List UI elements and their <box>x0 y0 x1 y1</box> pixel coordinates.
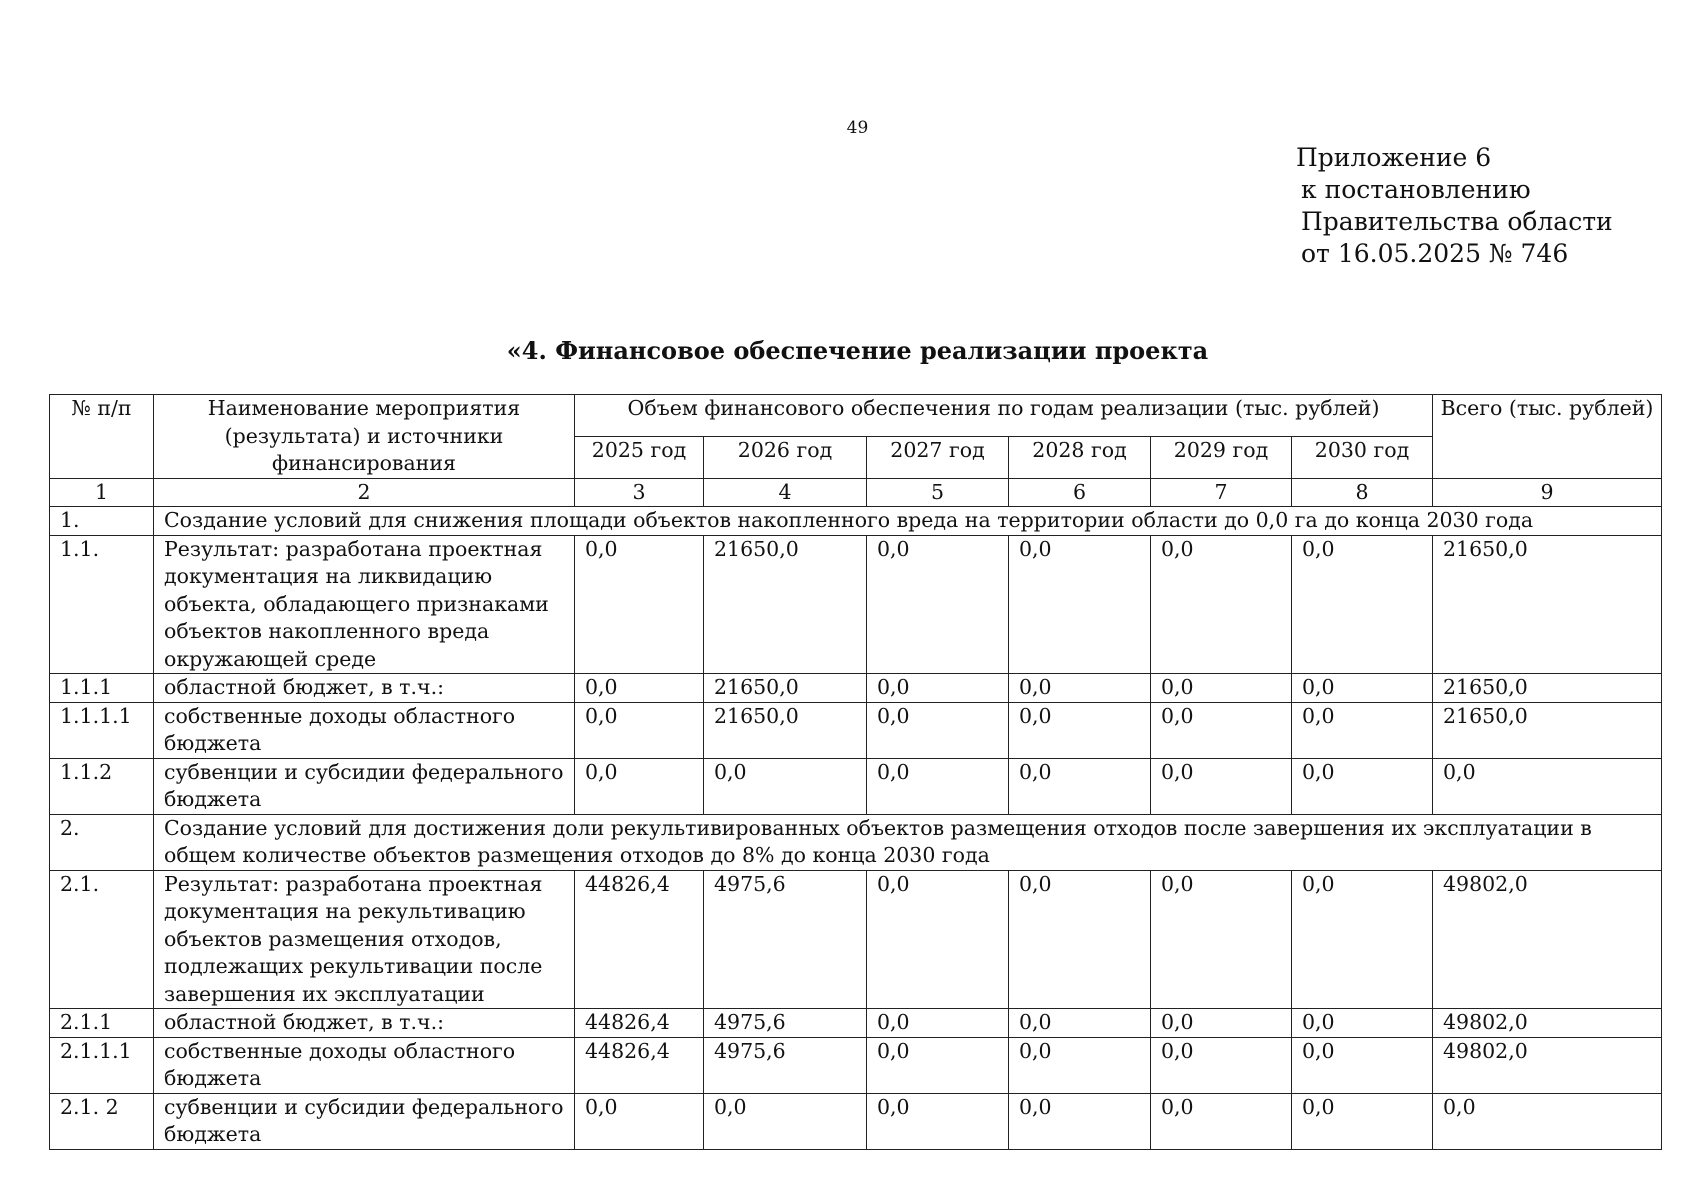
row-number: 2.1.1.1 <box>50 1037 154 1093</box>
column-number: 1 <box>50 478 154 507</box>
year-value: 0,0 <box>1009 870 1151 1009</box>
year-value: 0,0 <box>1151 1009 1292 1038</box>
year-value: 0,0 <box>1292 702 1433 758</box>
header-volume: Объем финансового обеспечения по годам реализации (тыс. рублей) <box>575 395 1433 437</box>
table-row <box>50 702 1662 758</box>
year-value: 0,0 <box>1151 758 1292 814</box>
year-value: 0,0 <box>575 702 704 758</box>
row-number: 2.1. <box>50 870 154 1009</box>
row-total: 21650,0 <box>1433 535 1662 674</box>
section-title: Создание условий для достижения доли рекультивированных объектов размещения отходов после завершения их эксплуатации в общем количестве объектов размещения отходов до 8% до конца 2030 года <box>154 814 1662 870</box>
year-value: 0,0 <box>1009 702 1151 758</box>
year-value: 0,0 <box>1009 1009 1151 1038</box>
row-total: 49802,0 <box>1433 1037 1662 1093</box>
year-value: 21650,0 <box>704 674 867 703</box>
year-value: 0,0 <box>1292 535 1433 674</box>
section-row <box>50 507 1662 536</box>
year-value: 0,0 <box>1009 1037 1151 1093</box>
appendix-line-3: Правительства области <box>1301 207 1613 236</box>
row-number: 1.1.1 <box>50 674 154 703</box>
column-number: 2 <box>154 478 575 507</box>
financing-table <box>49 394 1662 1150</box>
year-value: 0,0 <box>867 535 1009 674</box>
column-number: 4 <box>704 478 867 507</box>
year-value: 0,0 <box>704 1093 867 1149</box>
section-number: 2. <box>50 814 154 870</box>
year-value: 0,0 <box>1292 870 1433 1009</box>
row-number: 1.1.1.1 <box>50 702 154 758</box>
year-value: 0,0 <box>867 870 1009 1009</box>
year-value: 0,0 <box>1009 674 1151 703</box>
row-number: 1.1.2 <box>50 758 154 814</box>
row-number: 2.1. 2 <box>50 1093 154 1149</box>
year-value: 0,0 <box>575 758 704 814</box>
row-total: 21650,0 <box>1433 702 1662 758</box>
year-value: 0,0 <box>1009 535 1151 674</box>
year-value: 0,0 <box>1151 674 1292 703</box>
year-value: 44826,4 <box>575 1037 704 1093</box>
year-value: 0,0 <box>1292 674 1433 703</box>
year-value: 0,0 <box>1292 1037 1433 1093</box>
year-value: 0,0 <box>1292 1093 1433 1149</box>
table-row <box>50 535 1662 674</box>
column-number: 9 <box>1433 478 1662 507</box>
row-name: субвенции и субсидии федерального бюджета <box>154 1093 575 1149</box>
header-num: № п/п <box>50 395 154 479</box>
column-number: 7 <box>1151 478 1292 507</box>
appendix-line-1: Приложение 6 <box>1296 143 1492 172</box>
row-total: 21650,0 <box>1433 674 1662 703</box>
year-value: 21650,0 <box>704 535 867 674</box>
row-name: областной бюджет, в т.ч.: <box>154 674 575 703</box>
table-row <box>50 1037 1662 1093</box>
column-numbers-row <box>50 478 1662 507</box>
row-total: 0,0 <box>1433 758 1662 814</box>
column-number: 5 <box>867 478 1009 507</box>
header-year: 2028 год <box>1009 436 1151 478</box>
year-value: 4975,6 <box>704 1009 867 1038</box>
year-value: 0,0 <box>867 702 1009 758</box>
year-value: 0,0 <box>575 1093 704 1149</box>
row-number: 2.1.1 <box>50 1009 154 1038</box>
column-number: 6 <box>1009 478 1151 507</box>
row-number: 1.1. <box>50 535 154 674</box>
year-value: 0,0 <box>1009 1093 1151 1149</box>
year-value: 0,0 <box>867 1037 1009 1093</box>
table-row <box>50 758 1662 814</box>
year-value: 0,0 <box>1292 758 1433 814</box>
row-total: 49802,0 <box>1433 870 1662 1009</box>
year-value: 0,0 <box>704 758 867 814</box>
year-value: 0,0 <box>1292 1009 1433 1038</box>
row-total: 0,0 <box>1433 1093 1662 1149</box>
year-value: 0,0 <box>867 1009 1009 1038</box>
year-value: 0,0 <box>575 674 704 703</box>
appendix-block <box>1296 142 1613 270</box>
section-title: Создание условий для снижения площади объектов накопленного вреда на территории области до 0,0 га до конца 2030 года <box>154 507 1662 536</box>
year-value: 0,0 <box>867 758 1009 814</box>
row-name: собственные доходы областного бюджета <box>154 1037 575 1093</box>
row-total: 49802,0 <box>1433 1009 1662 1038</box>
year-value: 0,0 <box>1151 1037 1292 1093</box>
column-number: 8 <box>1292 478 1433 507</box>
page-number: 49 <box>846 118 869 138</box>
row-name: Результат: разработана проектная документация на рекультивацию объектов размещения отходов, подлежащих рекультивации после завершения их эксплуатации <box>154 870 575 1009</box>
year-value: 0,0 <box>1151 702 1292 758</box>
header-year: 2026 год <box>704 436 867 478</box>
year-value: 4975,6 <box>704 1037 867 1093</box>
year-value: 0,0 <box>1151 870 1292 1009</box>
year-value: 0,0 <box>575 535 704 674</box>
column-number: 3 <box>575 478 704 507</box>
year-value: 0,0 <box>867 1093 1009 1149</box>
year-value: 44826,4 <box>575 1009 704 1038</box>
appendix-line-4: от 16.05.2025 № 746 <box>1301 239 1569 268</box>
year-value: 4975,6 <box>704 870 867 1009</box>
year-value: 0,0 <box>1151 1093 1292 1149</box>
header-total: Всего (тыс. рублей) <box>1433 395 1662 479</box>
row-name: Результат: разработана проектная документация на ликвидацию объекта, обладающего признаками объектов накопленного вреда окружающей среде <box>154 535 575 674</box>
table-row <box>50 870 1662 1009</box>
header-year: 2030 год <box>1292 436 1433 478</box>
year-value: 0,0 <box>867 674 1009 703</box>
table-row <box>50 1009 1662 1038</box>
header-year: 2027 год <box>867 436 1009 478</box>
table-row <box>50 674 1662 703</box>
appendix-line-2: к постановлению <box>1301 175 1531 204</box>
section-number: 1. <box>50 507 154 536</box>
year-value: 21650,0 <box>704 702 867 758</box>
header-year: 2025 год <box>575 436 704 478</box>
table-row <box>50 1093 1662 1149</box>
header-name: Наименование мероприятия (результата) и источники финансирования <box>154 395 575 479</box>
table-header <box>50 395 1662 507</box>
row-name: областной бюджет, в т.ч.: <box>154 1009 575 1038</box>
document-title: «4. Финансовое обеспечение реализации проекта <box>506 336 1209 365</box>
section-row <box>50 814 1662 870</box>
header-year: 2029 год <box>1151 436 1292 478</box>
year-value: 44826,4 <box>575 870 704 1009</box>
table-body <box>50 507 1662 1150</box>
row-name: субвенции и субсидии федерального бюджета <box>154 758 575 814</box>
year-value: 0,0 <box>1009 758 1151 814</box>
year-value: 0,0 <box>1151 535 1292 674</box>
row-name: собственные доходы областного бюджета <box>154 702 575 758</box>
